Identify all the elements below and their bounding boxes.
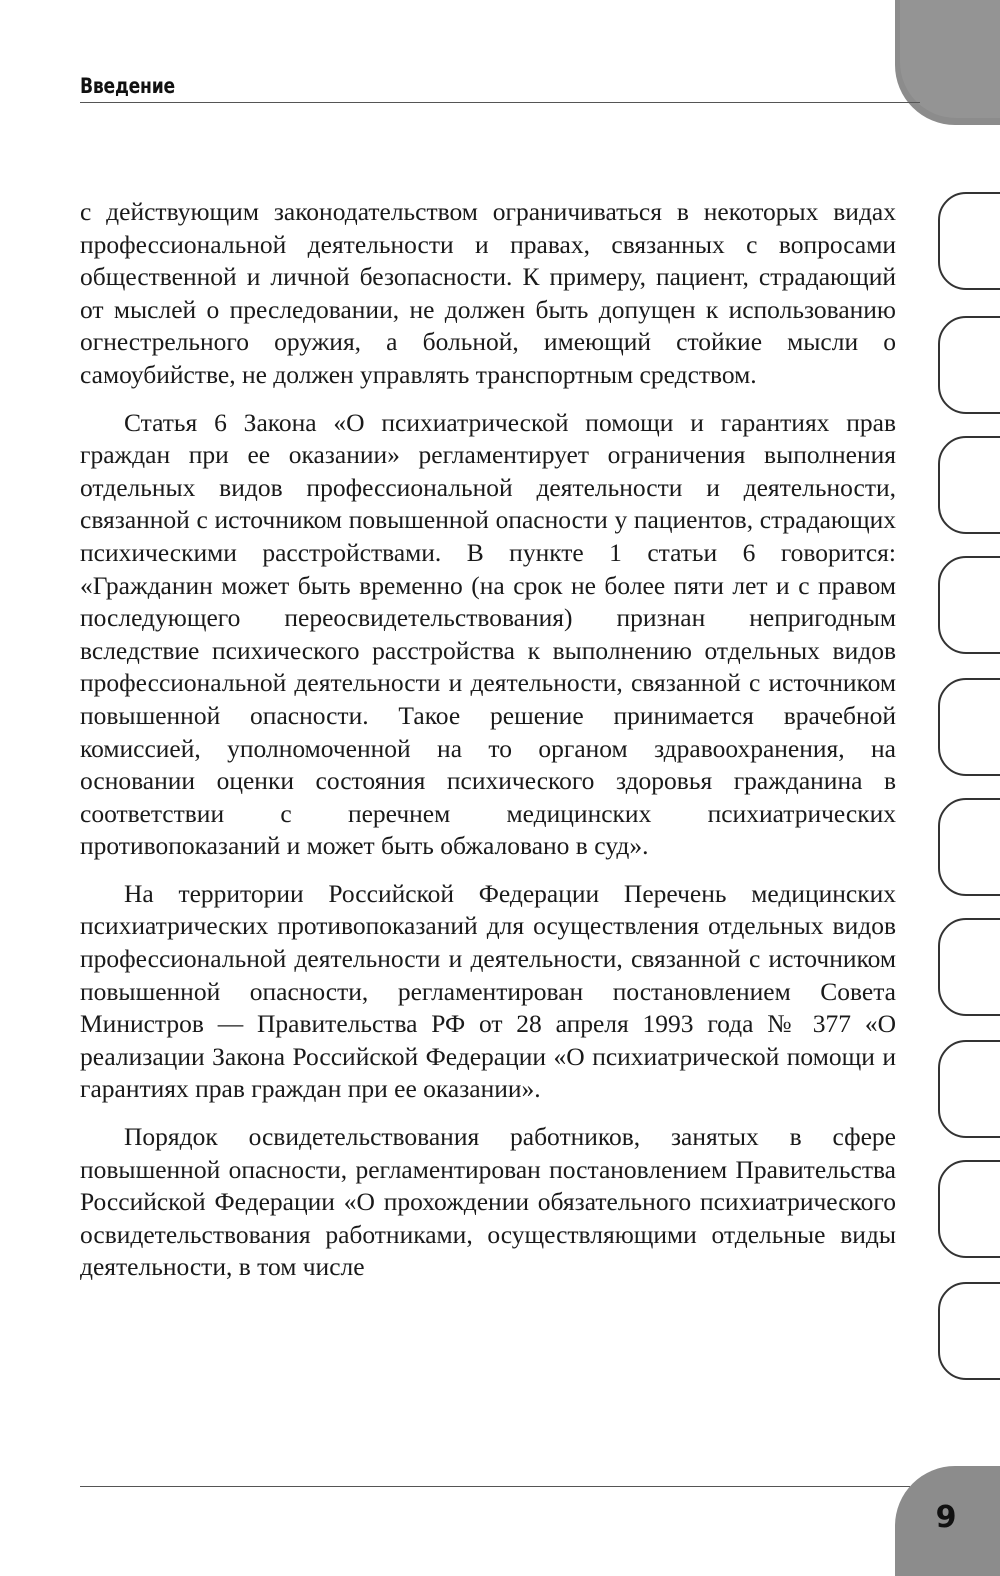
paragraph-3: На территории Российской Федерации Перечень медицинских психиатрических противопоказаний для осуществления отдельных видов профессиональной деятельности и деятельности, связанной с источником повышенной опасности, регламентирован постановлением Совета Министров — Правительства РФ от 28 апреля 1993 года № 377 «О реализации Закона Российской Федерации «О психиатрической помощи и гарантиях прав граждан при ее оказании».	[80, 878, 896, 1104]
paragraph-4: Порядок освидетельствования работников, занятых в сфере повышенной опасности, регламентирован постановлением Правительства Российской Федерации «О прохождении обязательного психиатрического освидетельствования работниками, осуществляющими отдельные виды деятельности, в том числе	[80, 1122, 896, 1282]
paragraph-2: Статья 6 Закона «О психиатрической помощи и гарантиях прав граждан при ее оказании» регламентирует ограничения выполнения отдельных видов профессиональной деятельности и деятельности, связанной с источником повышенной опасности у пациентов, страдающих психическими расстройствами. В пункте 1 статьи 6 говорится: «Гражданин может быть временно (на срок не более пяти лет и с правом последующего переосвидетельствования) признан непригодным вследствие психического расстройства к выполнению отдельных видов профессиональной деятельности и деятельности, связанной с источником повышенной опасности. Такое решение принимается врачебной комиссией, уполномоченной на то органом здравоохранения, на основании оценки состояния психического здоровья гражданина в соответствии с перечнем медицинских психиатрических противопоказаний и может быть обжаловано в суд».	[80, 407, 896, 861]
side-thumb-tab-3	[938, 436, 1000, 534]
side-thumb-tab-6	[938, 798, 1000, 896]
side-thumb-tab-8	[938, 1040, 1000, 1138]
footer-rule	[80, 1486, 910, 1487]
paragraph-1: с действующим законодательством ограничиваться в некоторых видах профессиональной деятельности и правах, связанных с вопросами общественной и личной безопасности. К примеру, пациент, страдающий от мыслей о преследовании, не должен быть допущен к использованию огнестрельного оружия, а больной, имеющий стойкие мысли о самоубийстве, не должен управлять транспортным средством.	[80, 197, 896, 389]
running-header-title: Введение	[80, 74, 175, 98]
side-thumb-tab-10	[938, 1282, 1000, 1380]
header-rule	[80, 102, 920, 103]
page-number: 9	[935, 1500, 957, 1535]
body-text	[80, 196, 896, 1299]
corner-tab-top-shade	[900, 0, 1000, 118]
side-thumb-tab-9	[938, 1160, 1000, 1258]
side-thumb-tab-5	[938, 678, 1000, 776]
side-thumb-tab-7	[938, 918, 1000, 1016]
side-thumb-tab-4	[938, 556, 1000, 654]
side-thumb-tab-1	[938, 192, 1000, 290]
side-thumb-tab-2	[938, 316, 1000, 414]
